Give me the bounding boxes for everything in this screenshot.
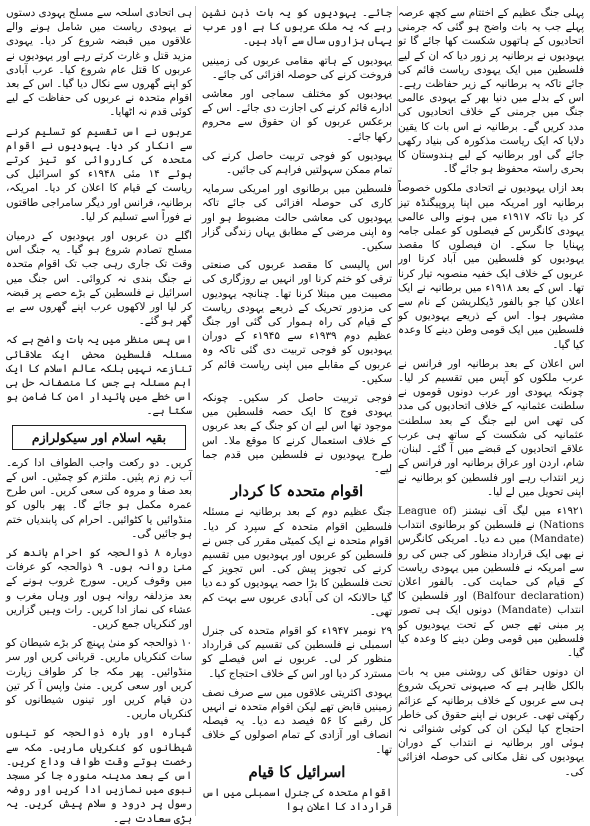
section-heading: اسرائیل کا قیام	[248, 762, 346, 781]
paragraph: ہی اتحادی اسلحہ سے مسلح یہودی دستوں نے یہودی ریاست میں شامل ہونے والے علاقوں میں قبضہ شروع کر دیا۔ یہودی مزید قتل و غارت کرتے رہے اور یہودیوں نے عربوں کا قتل عام شروع کیا۔ عرب آبادی کو اپنے گھروں سے نکال دیا گیا۔ اس کے بعد اقوام متحدہ نے عربوں کی حفاظت کے لیے کوئی قدم نہ اٹھایا۔	[6, 7, 192, 119]
column-middle	[202, 6, 392, 816]
paragraph: یہودیوں کو فوجی تربیت حاصل کرنے کی تمام ممکن سہولتیں فراہم کی جائیں۔	[202, 149, 392, 177]
paragraph: جنگ عظیم دوم کے بعد برطانیہ نے مسئلہ فلسطین اقوام متحدہ کے سپرد کر دیا۔ اقوام متحدہ نے ایک کمیٹی مقرر کی جس نے فلسطین کو عربوں اور یہودیوں میں تقسیم کرنے کی تجویز پیش کی۔ اس تجویز کے تحت فلسطین کا بڑا حصہ یہودیوں کو دے دیا گیا حالانکہ ان کی آبادی عربوں سے بہت کم تھی۔	[202, 506, 392, 618]
column-divider	[195, 6, 196, 816]
paragraph: ۲۹ نومبر ۱۹۴۷ء کو اقوام متحدہ کی جنرل اسمبلی نے فلسطین کی تقسیم کی قرارداد منظور کر لی۔ عربوں نے اس فیصلے کو مسترد کر دیا اور اس کے خلاف احتجاج کیا۔	[202, 624, 392, 680]
section-heading: اقوام متحدہ کا کردار	[230, 482, 364, 501]
paragraph: اس پس منظر میں یہ بات واضح ہے کہ مسئلہ فلسطین محض ایک علاقائی تنازعہ نہیں بلکہ عالم اسلام کا ایک اہم مسئلہ ہے جس کا منصفانہ حل ہی اس خطے میں پائیدار امن کا ضامن ہو سکتا ہے۔	[6, 334, 192, 418]
continued-article-heading: بقیہ اسلام اور سیکولرازم	[12, 425, 186, 450]
paragraph: پہلی جنگ عظیم کے اختتام سے کچھ عرصہ پہلے جب یہ بات واضح ہو گئی کہ جرمنی اتحادیوں کے ہاتھوں شکست کھا جائے گا تو یہودیوں نے برطانیہ پر زور دیا کہ ان کے لیے فلسطین میں ایک یہودی ریاست قائم کی جائے تاکہ یہ برطانیہ کے زیر حفاظت رہے۔ اس کے بدلے میں دنیا بھر کے یہودی عالمی جنگ میں جرمنی کے خلاف اتحادیوں کی مدد کریں گے۔ برطانیہ نے اس بات کا یقین دلایا کہ ایک ریاست مذکورہ کی بنیاد رکھی جائے گی اور برطانیہ کے لیے ہندوستان کا بحری راستہ محفوظ ہو جائے گا۔	[398, 7, 584, 176]
paragraph: اقوام متحدہ کی جنرل اسمبلی میں اس قرارداد کا اعلان ہوا	[202, 786, 392, 813]
paragraph: اگلے دن عربوں اور یہودیوں کے درمیان مسلح تصادم شروع ہو گیا۔ یہ جنگ اس وقت تک جاری رہی جب تک اقوام متحدہ نے جنگ بندی نہ کروائی۔ اس جنگ میں اسرائیل نے فلسطین کے بڑے حصے پر قبضہ کر لیا اور لاکھوں عرب اپنے گھروں سے بے گھر ہو گئے۔	[6, 230, 192, 328]
paragraph: دوبارہ ۸ ذوالحجہ کو احرام باندھ کر منیٰ روانہ ہوں۔ ۹ ذوالحجہ کو عرفات میں وقوف کریں۔ سورج غروب ہونے کے بعد مزدلفہ روانہ ہوں اور وہاں مغرب و عشاء کی نماز ادا کریں۔ رات وہیں گزاریں اور کنکریاں جمع کریں۔	[6, 546, 192, 630]
paragraph: اس پالیسی کا مقصد عربوں کی صنعتی ترقی کو ختم کرنا اور انہیں بے روزگاری کی مصیبت میں مبتلا کرنا تھا۔ چنانچہ یہودیوں کی مزدور تحریک کے ذریعے یہودی ریاست کے قیام کی راہ ہموار کی گئی اور جنگ عظیم دوم ۱۹۳۹ء سے ۱۹۴۵ء کے دوران یہودیوں کو فوجی تربیت دی گئی تاکہ وہ عربوں کے مقابلے میں اپنی ریاست قائم کر سکیں۔	[202, 259, 393, 385]
paragraph: ۱۹۲۱ء میں لیگ آف نیشنز (League of Nations) نے فلسطین کو برطانوی انتداب (Mandate) میں دے دیا۔ امریکی کانگرس نے بھی ایک قرارداد منظور کی جس کی رو سے امریکہ نے فلسطین میں یہودی ریاست کے قیام کی حمایت کی۔ بالفور اعلان (Balfour declaration) اور فلسطین کا انتداب (Mandate) دونوں ایک ہی تصور پر مبنی تھے جس کے تحت یہودیوں کو فلسطین میں قومی وطن دینے کا وعدہ کیا گیا۔	[398, 504, 585, 659]
paragraph: ان دونوں حقائق کی روشنی میں یہ بات بالکل ظاہر ہے کہ صیہونی تحریک شروع ہی سے عربوں کے خلاف برطانیہ کے عزائم رکھتی تھی۔ عربوں نے اپنے حقوق کی خاطر احتجاج کیا لیکن ان کی کوئی شنوائی نہ ہوئی اور برطانیہ نے انتداب کے دوران یہودیوں کی نقل مکانی کی حوصلہ افزائی کی۔	[398, 666, 584, 778]
paragraph: یہودی اکثریتی علاقوں میں سے صرف نصف زمینیں قابض تھے لیکن اقوام متحدہ نے انہیں کل رقبے کا ۵۶ فیصد دے دیا۔ یہ فیصلہ انصاف اور آزادی کے تمام اصولوں کے خلاف تھا۔	[202, 686, 392, 756]
column-divider	[397, 6, 398, 816]
paragraph: فوجی تربیت حاصل کر سکیں۔ چونکہ یہودی فوج کا ایک حصہ فلسطین میں موجود تھا اس لیے ان کو جنگ کے بعد عربوں کے خلاف استعمال کرنے کا موقع ملا۔ اس طرح یہودیوں نے فلسطین میں قدم جما لیے۔	[202, 392, 392, 476]
paragraph: بعد ازاں یہودیوں نے اتحادی ملکوں خصوصاً برطانیہ اور امریکہ میں اپنا پروپیگنڈہ تیز کر دیا تاکہ ۱۹۱۷ء میں ہونے والی عالمی یہودی کانگرس کے فیصلوں کو عملی جامہ پہنایا جا سکے۔ ان فیصلوں کا مقصد یہودیوں کو فلسطین میں آباد کرنا اور عربوں کے خلاف ایک خفیہ منصوبہ تیار کرنا تھا۔ اس کے بعد ۱۹۱۸ء میں برطانیہ نے ایک اعلان کیا جو بالفور ڈیکلریشن کے نام سے مشہور ہوا۔ اس کے ذریعے یہودیوں کو فلسطین میں ایک قومی وطن دینے کا وعدہ کیا گیا۔	[398, 182, 585, 351]
column-left	[6, 6, 192, 825]
paragraph: کریں۔ دو رکعت واجب الطواف ادا کرے۔ آب زم زم پئیں۔ ملتزم کو چمٹیں۔ اس کے بعد صفا و مروہ کی سعی کریں۔ اس طرح عمرہ مکمل ہو جائے گا۔ پھر بالوں کو منڈوائیں یا کٹوائیں۔ احرام کی پابندیاں ختم ہو جائیں گی۔	[6, 456, 192, 540]
paragraph: اس اعلان کے بعد برطانیہ اور فرانس نے عرب ملکوں کو آپس میں تقسیم کر لیا۔ چونکہ یہودی اور عرب دونوں قوموں نے سلطنت عثمانیہ کے خلاف اتحادیوں کی مدد کی تھی اس لیے جنگ کے بعد سلطنت عثمانیہ کی شکست کے ساتھ ہی عرب علاقے اتحادیوں کے قبضے میں آ گئے۔ لبنان، شام، اردن اور عراق برطانیہ اور فرانس کے زیر انتداب رہے اور فلسطین کو برطانیہ نے اپنی تحویل میں لے لیا۔	[398, 357, 584, 498]
paragraph: یہودیوں کے ہاتھ مقامی عربوں کی زمینیں فروخت کرنے کی حوصلہ افزائی کی جائے۔	[202, 54, 392, 81]
paragraph: عربوں نے اس تقسیم کو تسلیم کرنے سے انکار کر دیا۔ یہودیوں نے اقوام متحدہ کی کارروائی کو تیز کرتے ہوئے ۱۴ مئی ۱۹۴۸ء کو اسرائیل کی ریاست کے قیام کا اعلان کر دیا۔ امریکہ، برطانیہ، فرانس اور دیگر سامراجی طاقتوں نے فوراً اسے تسلیم کر لیا۔	[6, 125, 192, 223]
paragraph: ۱۰ ذوالحجہ کو منیٰ پہنچ کر بڑے شیطان کو سات کنکریاں ماریں۔ قربانی کریں اور سر منڈوائیں۔ پھر مکہ جا کر طواف زیارت کریں اور سعی کریں۔ منیٰ واپس آ کر تین دن قیام کریں اور تینوں شیطانوں کو کنکریاں ماریں۔	[6, 637, 192, 721]
paragraph: جائے۔ یہودیوں کو یہ بات ذہن نشین رہے کہ یہ ملک عربوں کا ہے اور عرب یہاں ہزاروں سال سے آباد ہیں۔	[202, 7, 392, 48]
column-right	[398, 6, 584, 816]
paragraph: گیارہ اور بارہ ذوالحجہ کو تینوں شیطانوں کو کنکریاں ماریں۔ مکہ سے رخصت ہوتے وقت طواف وداع کریں۔ اس کے بعد مدینہ منورہ جا کر مسجد نبوی میں نمازیں ادا کریں اور روضہ رسول پر درود و سلام پیش کریں۔ یہ بڑی سعادت ہے۔	[6, 727, 192, 825]
paragraph: یہودیوں کو مختلف سماجی اور معاشی ادارے قائم کرنے کی اجازت دی جائے۔ اس کے برعکس عربوں کو ان حقوق سے محروم رکھا جائے۔	[202, 88, 392, 143]
paragraph: فلسطین میں برطانوی اور امریکی سرمایہ کاری کی حوصلہ افزائی کی جائے تاکہ یہودیوں کی معاشی حالت مضبوط ہو اور وہ اپنی مرضی کے مطابق یہاں زندگی گزار سکیں۔	[202, 183, 392, 253]
